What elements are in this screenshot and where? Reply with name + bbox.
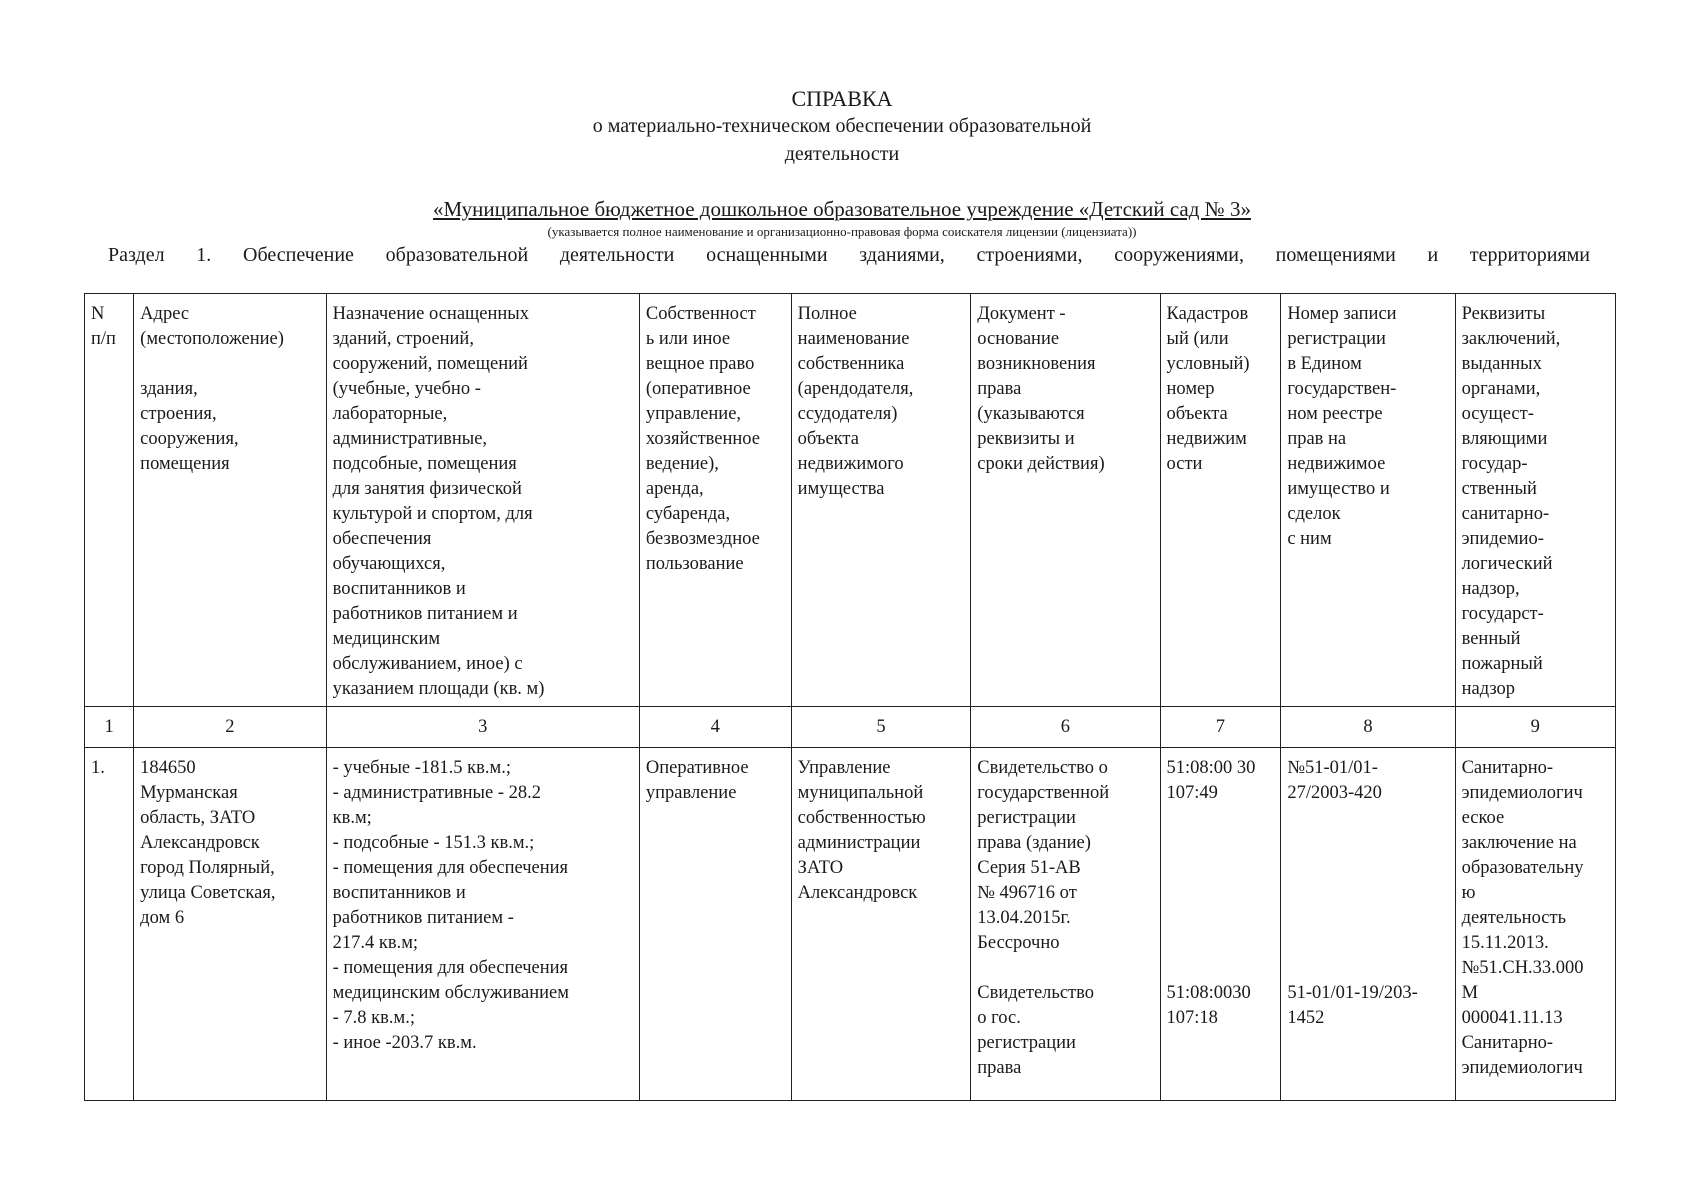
cell-number: 1.	[85, 748, 134, 1101]
organization-note: (указывается полное наименование и организационно-правовая форма соискателя лицензии (лицензиата))	[547, 224, 1137, 239]
column-number: 4	[639, 707, 791, 748]
column-number: 9	[1455, 707, 1615, 748]
cell-cadastral: 51:08:00 30 107:49 51:08:0030 107:18	[1160, 748, 1281, 1101]
column-number: 2	[134, 707, 326, 748]
organization-name-text: «Муниципальное бюджетное дошкольное образовательное учреждение «Детский сад № 3»	[433, 197, 1251, 221]
cell-purpose: - учебные -181.5 кв.м.; - административные - 28.2 кв.м; - подсобные - 151.3 кв.м.; - помещения для обеспечения воспитанников и работников питанием - 217.4 кв.м; - помещения для обеспечения медицинским обслуживанием - 7.8 кв.м.; - иное -203.7 кв.м.	[326, 748, 639, 1101]
table-header-row	[85, 294, 1616, 707]
document-subtitle-line1: о материально-техническом обеспечении образовательной	[592, 115, 1092, 137]
column-number: 6	[971, 707, 1160, 748]
document-title: СПРАВКА	[791, 86, 893, 111]
cell-owner-name: Управление муниципальной собственностью администрации ЗАТО Александровск	[791, 748, 971, 1101]
cell-registration: №51-01/01- 27/2003-420 51-01/01-19/203- 1452	[1281, 748, 1455, 1101]
header-cell-number: N п/п	[85, 294, 134, 707]
header-cell-ownership: Собственност ь или иное вещное право (оперативное управление, хозяйственное ведение), аренда, субаренда, безвозмездное пользование	[639, 294, 791, 707]
header-cell-cadastral: Кадастров ый (или условный) номер объекта недвижим ости	[1160, 294, 1281, 707]
column-number-row	[85, 707, 1616, 748]
document-subtitle-line2: деятельности	[784, 143, 900, 165]
table-row	[85, 748, 1616, 1101]
header-cell-address: Адрес (местоположение) здания, строения, сооружения, помещения	[134, 294, 326, 707]
cell-address: 184650 Мурманская область, ЗАТО Александровск город Полярный, улица Советская, дом 6	[134, 748, 326, 1101]
organization-name	[0, 197, 1684, 222]
column-number: 8	[1281, 707, 1455, 748]
facilities-table	[84, 293, 1616, 1101]
cell-document: Свидетельство о государственной регистрации права (здание) Серия 51-АВ № 496716 от 13.04.2015г. Бессрочно Свидетельство о гос. регистрации права	[971, 748, 1160, 1101]
column-number: 7	[1160, 707, 1281, 748]
cell-conclusions: Санитарно- эпидемиологич еское заключение на образовательну ю деятельность 15.11.2013. №51.СН.33.000 М 000041.11.13 Санитарно- эпидемиологич	[1455, 748, 1615, 1101]
header-cell-registration: Номер записи регистрации в Едином государствен- ном реестре прав на недвижимое имущество и сделок с ним	[1281, 294, 1455, 707]
header-cell-owner-name: Полное наименование собственника (арендодателя, ссудодателя) объекта недвижимого имущества	[791, 294, 971, 707]
column-number: 3	[326, 707, 639, 748]
column-number: 5	[791, 707, 971, 748]
cell-ownership: Оперативное управление	[639, 748, 791, 1101]
header-cell-conclusions: Реквизиты заключений, выданных органами, осущест- вляющими государ- ственный санитарно- эпидемио- логический надзор, государст- венный пожарный надзор	[1455, 294, 1615, 707]
header-cell-purpose: Назначение оснащенных зданий, строений, сооружений, помещений (учебные, учебно - лабораторные, административные, подсобные, помещения для занятия физической культурой и спортом, для обеспечения обучающихся, воспитанников и работников питанием и медицинским обслуживанием, иное) с указанием площади (кв. м)	[326, 294, 639, 707]
header-cell-document: Документ - основание возникновения права (указываются реквизиты и сроки действия)	[971, 294, 1160, 707]
column-number: 1	[85, 707, 134, 748]
section-title: Раздел 1. Обеспечение образовательной деятельности оснащенными зданиями, строениями, сооружениями, помещениями и территориями	[108, 244, 1590, 266]
